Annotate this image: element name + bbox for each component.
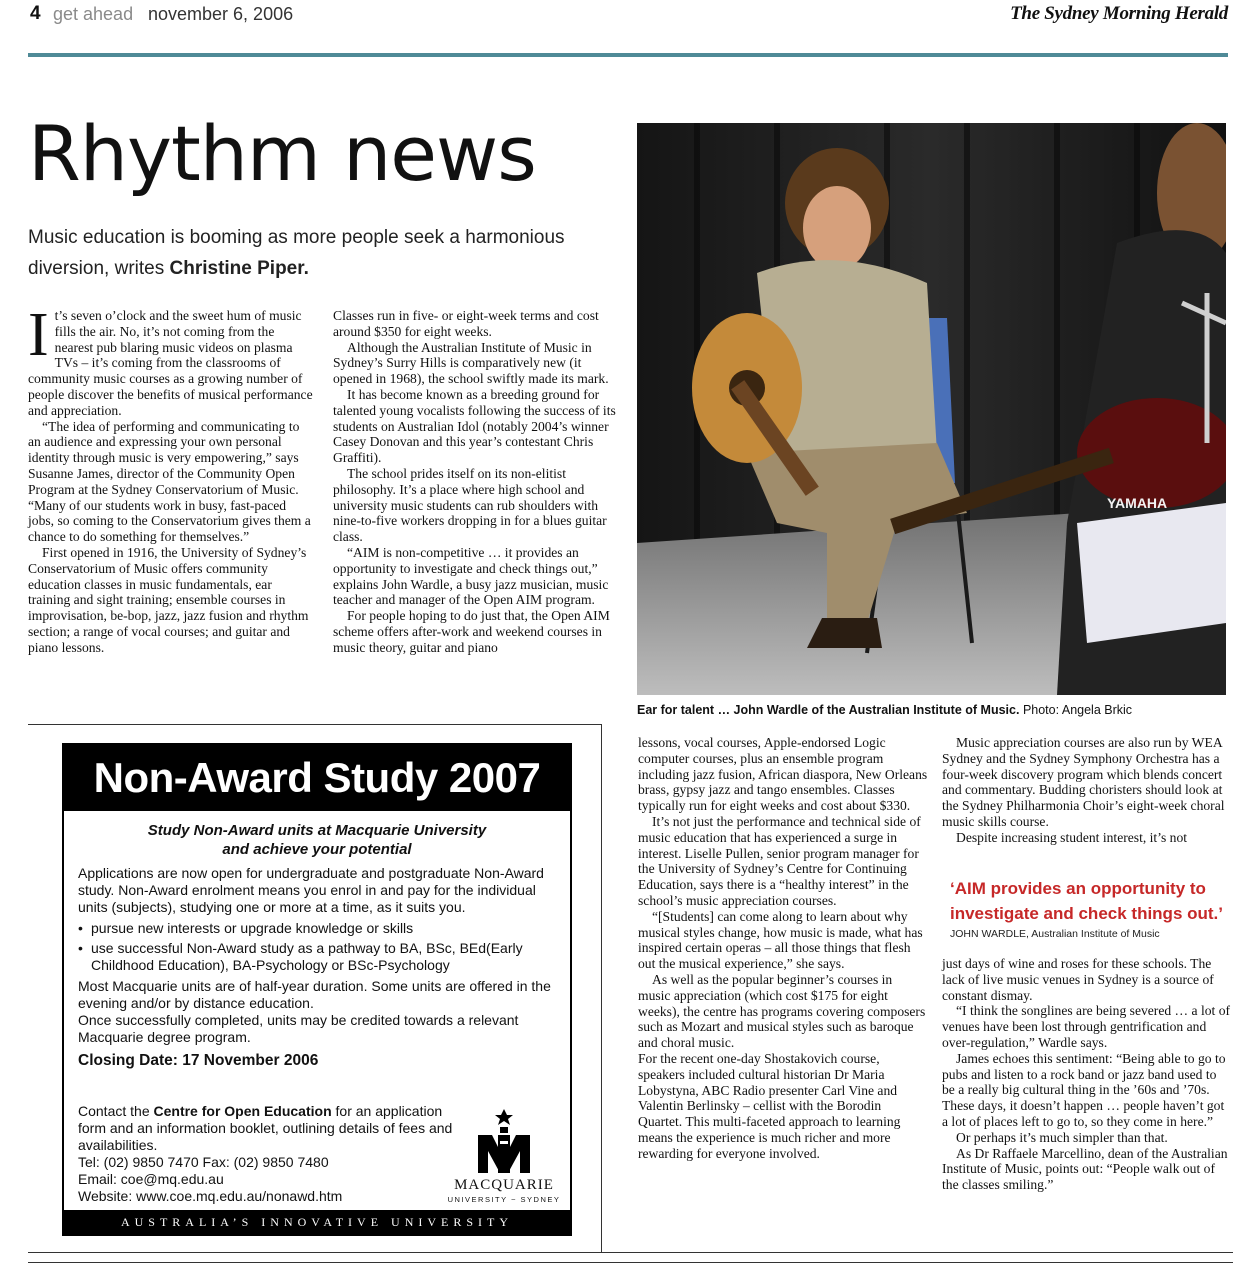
ad-body bbox=[78, 865, 562, 1082]
logo-subtitle: UNIVERSITY ~ SYDNEY bbox=[447, 1195, 561, 1204]
standfirst-text: Music education is booming as more people seek a harmonious diversion, writes bbox=[28, 227, 565, 279]
bullet-icon: • bbox=[78, 920, 83, 936]
article-column-2 bbox=[333, 308, 621, 656]
paragraph: Music appreciation courses are also run by WEA Sydney and the Sydney Symphony Orchestra has a four-week discovery program which blends concert and commentary. Budding choristers should look at the Sydney Philharmonia Choir’s eight-week choral music skills course. bbox=[942, 735, 1225, 829]
ad-title: Non-Award Study 2007 bbox=[64, 745, 570, 811]
page-number: 4 bbox=[30, 3, 41, 24]
contact-centre-name: Centre for Open Education bbox=[153, 1103, 332, 1119]
article-column-4-bottom bbox=[942, 956, 1232, 1193]
paragraph: The school prides itself on its non-elitist philosophy. It’s a place where high school and university music students can rub shoulders with nine-to-five workers dropping in for a blues guitar class. bbox=[333, 465, 607, 545]
paragraph: “[Students] can come along to learn about why musical styles change, how music is made, what has inspired certain operas – all those things that flesh out the musical experience,” she says. bbox=[638, 908, 923, 972]
paragraph: James echoes this sentiment: “Being able to go to pubs and listen to a rock band or jazz band used to be a really big cultural thing in the ’60s and ’70s. These days, it doesn’t happen … people haven’t got a lot of places left to go to, so they come in here.” bbox=[942, 1050, 1226, 1129]
paragraph: It’s not just the performance and technical side of music education that has experienced a surge in interest. Liselle Pullen, senior program manager for the University of Sydney’s Centre for Continuing Education, says there is a “healthy interest” in the school’s music appreciation courses. bbox=[638, 813, 921, 908]
paragraph: As well as the popular beginner’s courses in music appreciation (which cost $175 for eight weeks), the centre has programs covering composers such as Mozart and musical styles such as baroque and choral music. bbox=[638, 971, 926, 1051]
photo-caption bbox=[637, 703, 1132, 717]
paragraph: Although the Australian Institute of Music in Sydney’s Surry Hills is comparatively new (it opened in 1968), the school swiftly made its mark. bbox=[333, 339, 609, 387]
caption-text: Ear for talent … John Wardle of the Australian Institute of Music. bbox=[637, 703, 1020, 717]
ad-bullet-text: pursue new interests or upgrade knowledge or skills bbox=[91, 920, 414, 936]
ad-contact bbox=[78, 1103, 458, 1205]
ad-footer-tagline: AUSTRALIA’S INNOVATIVE UNIVERSITY bbox=[64, 1210, 570, 1234]
section-name: get ahead bbox=[53, 4, 134, 24]
divider bbox=[28, 1262, 1233, 1263]
logo-name: MACQUARIE bbox=[454, 1177, 554, 1193]
ad-closing-date: Closing Date: 17 November 2006 bbox=[78, 1052, 319, 1069]
ad-phone: Tel: (02) 9850 7470 Fax: (02) 9850 7480 bbox=[78, 1154, 329, 1170]
paragraph: It has become known as a breeding ground for talented young vocalists following the success of its students on Australian Idol (notably 2004’s winner Casey Donovan and this year’s contestant Chris Graffiti). bbox=[333, 386, 616, 466]
divider bbox=[601, 724, 602, 1252]
guitarists-photo-illustration bbox=[637, 123, 1226, 695]
paragraph: “I think the songlines are being severed … a lot of venues have been lost through gentrification and over-regulation,” Wardle says. bbox=[942, 1003, 1231, 1050]
paragraph: Or perhaps it’s much simpler than that. bbox=[956, 1129, 1168, 1145]
ad-paragraph: Most Macquarie units are of half-year duration. Some units are offered in the evening and/or by distance education. bbox=[78, 978, 551, 1011]
ad-subtitle bbox=[74, 821, 560, 859]
ad-subtitle-line: Study Non-Award units at Macquarie University bbox=[147, 822, 487, 839]
article-column-4-top bbox=[942, 735, 1232, 846]
ad-subtitle-line: and achieve your potential bbox=[222, 841, 412, 858]
article-column-3 bbox=[638, 735, 928, 1162]
lighthouse-m-icon bbox=[444, 1107, 564, 1177]
paragraph: For people hoping to do just that, the Open AIM scheme offers after-work and weekend courses in music theory, guitar and piano bbox=[333, 608, 610, 655]
byline: Christine Piper. bbox=[169, 258, 309, 279]
article-photo bbox=[637, 123, 1226, 695]
issue-date: november 6, 2006 bbox=[148, 4, 294, 24]
header-rule bbox=[28, 53, 1228, 57]
contact-pre: Contact the bbox=[78, 1103, 150, 1119]
pull-quote: ‘AIM provides an opportunity to investigate and check things out.’ bbox=[950, 879, 1223, 923]
bullet-icon: • bbox=[78, 940, 83, 956]
ad-bullet-list bbox=[78, 920, 562, 974]
ad-contact-text bbox=[78, 1103, 458, 1154]
paragraph: Despite increasing student interest, it’s not bbox=[956, 829, 1188, 845]
divider bbox=[28, 724, 602, 725]
paragraph: lessons, vocal courses, Apple-endorsed Logic computer courses, plus an ensemble program including jazz fusion, African diaspora, New Orleans brass, gypsy jazz and tango ensembles. Classes typically run for eight weeks and cost about $330. bbox=[638, 735, 928, 814]
paragraph: just days of wine and roses for these schools. The lack of live music venues in Sydney is a source of constant dismay. bbox=[942, 956, 1214, 1003]
ad-email: Email: coe@mq.edu.au bbox=[78, 1171, 224, 1187]
ad-bullet-text: use successful Non-Award study as a pathway to BA, BSc, BEd(Early Childhood Education), BA-Psychology or BSc-Psychology bbox=[91, 940, 523, 973]
guitar-brand-label: YAMAHA bbox=[1107, 495, 1168, 511]
paragraph: “AIM is non-competitive … it provides an opportunity to investigate and check things out,” explains John Wardle, a busy jazz musician, music teacher and manager of the Open AIM program. bbox=[333, 544, 609, 608]
pull-quote-author: JOHN WARDLE, Australian Institute of Music bbox=[950, 928, 1160, 940]
photo-credit: Photo: Angela Brkic bbox=[1022, 703, 1133, 717]
paragraph bbox=[28, 301, 314, 419]
ad-intro: Applications are now open for undergraduate and postgraduate Non-Award study. Non-Award enrolment means you enrol in and pay for the individual units (subjects), studying one or more at a time, as it suits you. bbox=[78, 865, 544, 915]
divider bbox=[28, 1252, 1233, 1253]
headline: Rhythm news bbox=[28, 109, 536, 198]
macquarie-logo bbox=[444, 1107, 564, 1207]
drop-cap: I bbox=[28, 301, 49, 369]
paragraph: Classes run in five- or eight-week terms and cost around $350 for eight weeks. bbox=[333, 308, 599, 339]
ad-bullet bbox=[78, 940, 562, 974]
ad-paragraph: Once successfully completed, units may be credited towards a relevant Macquarie degree program. bbox=[78, 1012, 519, 1045]
macquarie-advertisement bbox=[62, 743, 572, 1236]
paragraph: First opened in 1916, the University of Sydney’s Conservatorium of Music offers community education classes in music fundamentals, ear training and sight training; ensemble courses in improvisation, be-bop, jazz, jazz fusion and rhythm section; a range of vocal courses; and guitar and piano lessons. bbox=[28, 544, 309, 655]
paragraph: “The idea of performing and communicating to an audience and expressing your own personal identity through music is very empowering,” says Susanne James, director of the Community Open Program at the Sydney Conservatorium of Music. “Many of our students work in busy, fast-paced jobs, so coming to the Conservatorium gives them a chance to do something for themselves.” bbox=[28, 418, 311, 545]
paragraph-text: t’s seven o’clock and the sweet hum of music fills the air. No, it’s not coming from the nearest pub blaring music videos on plasma TVs – it’s coming from the classrooms of community music courses as a growing number of people discover the benefits of musical performance and appreciation. bbox=[28, 308, 313, 418]
contact-post: for an application form and an information booklet, outlining details of fees and availabilities. bbox=[78, 1103, 453, 1153]
standfirst bbox=[28, 222, 618, 284]
article-column-1 bbox=[28, 301, 314, 656]
paragraph: For the recent one-day Shostakovich course, speakers included cultural historian Dr Maria Lobystyna, ABC Radio presenter Carl Vine and Valentin Berlinsky – cellist with the Borodin Quartet. This multi-faceted approach to learning means the experience is much richer and more rewarding for everyone involved. bbox=[638, 1050, 901, 1161]
ad-bullet bbox=[78, 920, 562, 937]
masthead-logo: The Sydney Morning Herald bbox=[1010, 3, 1228, 24]
ad-website: Website: www.coe.mq.edu.au/nonawd.htm bbox=[78, 1188, 343, 1204]
paragraph: As Dr Raffaele Marcellino, dean of the Australian Institute of Music, points out: “People walk out of the classes smiling.” bbox=[942, 1145, 1228, 1193]
